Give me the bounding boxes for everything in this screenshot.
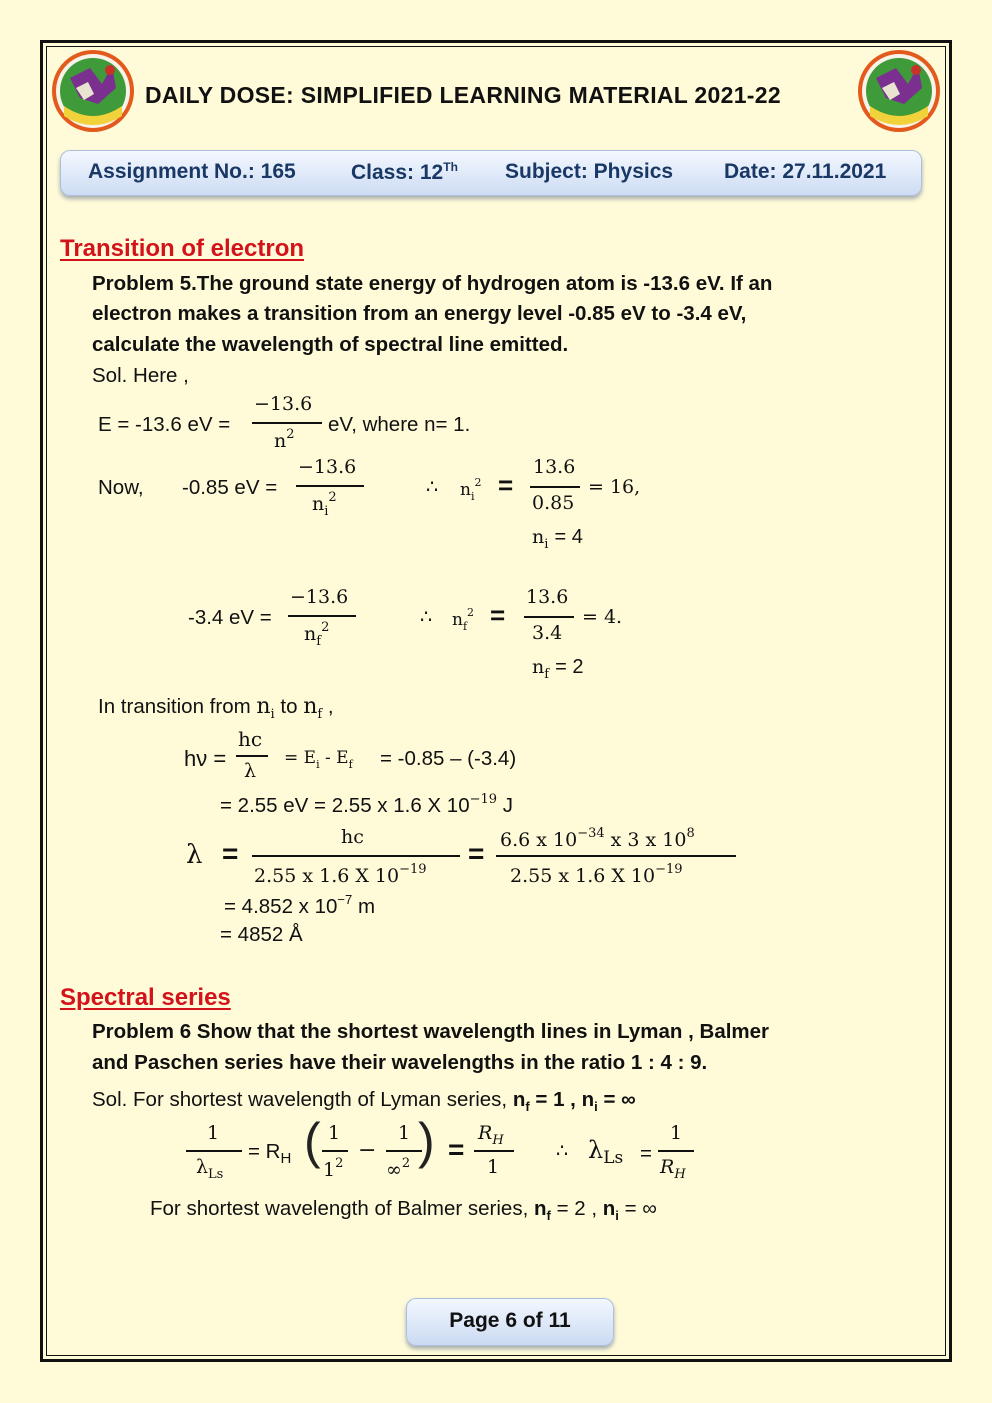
eq9-lambda-ls: $\lambda_{Ls}$ <box>588 1136 624 1168</box>
eq6-denominator2: 2.55 x 1.6 X $10^{-19}$ <box>510 862 683 887</box>
class-label: Class: 12Th <box>351 160 458 184</box>
section-heading-transition: Transition of electron <box>60 235 305 262</box>
eq2-therefore: ∴ <box>426 476 439 498</box>
eq4-lhs: hν = <box>184 746 227 771</box>
eq1-lhs: E = -13.6 eV = <box>98 413 231 436</box>
eq9-rh: = $R_H$ <box>248 1140 292 1167</box>
eq1-fraction-bar <box>252 422 322 424</box>
eq9-c-fraction-bar <box>474 1150 514 1152</box>
eq7-result: = 4.852 x $10^{-7}$ m <box>224 892 376 918</box>
eq3-var: $n_f^2$ <box>452 606 475 633</box>
eq4-energy-diff: = $E_i - E_f$ <box>284 748 353 771</box>
eq2-fraction-bar <box>296 485 364 487</box>
eq9-a-denominator: $1^2$ <box>323 1156 344 1181</box>
eq9-fraction-bar <box>186 1150 242 1152</box>
eq3-equals: = <box>490 600 506 630</box>
eq6-fraction-bar2 <box>496 855 736 857</box>
eq9-a-numerator: 1 <box>328 1122 341 1144</box>
eq2-equals: = <box>498 470 514 500</box>
page-number: Page 6 of 11 <box>449 1309 571 1332</box>
problem-5-line-3: calculate the wavelength of spectral line emitted. <box>92 333 569 356</box>
transition-statement: In transition from $n_i$ to $n_f$ , <box>98 694 334 722</box>
eq9-b-denominator: ∞$^2$ <box>386 1156 411 1181</box>
eq6-equals: = <box>222 838 239 869</box>
eq6-fraction-bar1 <box>252 855 460 857</box>
problem-6-line-2: and Paschen series have their wavelengths in the ratio 1 : 4 : 9. <box>92 1051 708 1074</box>
eq4-denominator: λ <box>244 760 257 782</box>
eq3-numerator2: 13.6 <box>526 586 569 608</box>
eq9-numerator: 1 <box>207 1122 220 1144</box>
date-label: Date: 27.11.2021 <box>724 160 887 183</box>
eq6-numerator1: hc <box>341 826 364 848</box>
eq1-numerator: −13.6 <box>254 393 313 415</box>
assignment-number: Assignment No.: 165 <box>88 160 296 183</box>
eq6-equals2: = <box>468 838 485 869</box>
eq9-c-numerator: $R_H$ <box>478 1122 504 1148</box>
eq3-final: $n_f = 2$ <box>532 656 584 682</box>
eq2-numerator2: 13.6 <box>533 456 576 478</box>
eq2-result: = 16, <box>588 476 641 498</box>
eq8-result: = 4852 Å <box>220 923 303 946</box>
eq3-lhs: -3.4 eV = <box>188 606 272 629</box>
eq9-a-fraction-bar <box>322 1150 348 1152</box>
eq6-numerator2: 6.6 x $10^{-34}$ x 3 x $10^8$ <box>500 826 695 851</box>
eq5-energy: = 2.55 eV = 2.55 x 1.6 X $10^{-19}$ J <box>220 792 513 817</box>
eq3-fraction-bar <box>288 615 356 617</box>
problem-5-line-2: electron makes a transition from an energy level -0.85 eV to -3.4 eV, <box>92 302 747 325</box>
solution-intro: Sol. Here , <box>92 364 189 387</box>
lyman-solution-text: Sol. For shortest wavelength of Lyman series, $n_f = 1$ , $n_i$ = ∞ <box>92 1088 636 1114</box>
eq2-numerator: −13.6 <box>298 456 357 478</box>
eq1-rhs: eV, where n= 1. <box>328 413 471 436</box>
eq9-equals3: = <box>640 1142 652 1165</box>
eq6-denominator1: 2.55 x 1.6 X $10^{-19}$ <box>254 862 427 887</box>
eq9-d-fraction-bar <box>658 1150 694 1152</box>
eq9-d-numerator: 1 <box>670 1122 683 1144</box>
eq2-denominator2: 0.85 <box>532 492 575 514</box>
eq2-var: $n_i^2$ <box>460 476 482 503</box>
institution-logo-left <box>50 48 136 134</box>
header-title: DAILY DOSE: SIMPLIFIED LEARNING MATERIAL 2021-22 <box>145 82 781 108</box>
eq4-numerator: hc <box>238 727 263 751</box>
eq1-denominator: $n^2$ <box>274 427 295 452</box>
eq3-denominator2: 3.4 <box>532 622 563 644</box>
problem-6-line-1: Problem 6 Show that the shortest wavelength lines in Lyman , Balmer <box>92 1020 770 1043</box>
eq9-paren-close: ) <box>418 1113 435 1169</box>
eq9-denominator: $\lambda_{Ls}$ <box>196 1156 224 1182</box>
eq3-result: = 4. <box>582 606 623 628</box>
eq9-therefore: ∴ <box>556 1140 569 1162</box>
institution-logo-right <box>856 48 942 134</box>
eq4-fraction-bar <box>236 755 268 757</box>
eq9-paren-open: ( <box>304 1113 321 1169</box>
eq2-denominator: $n_i^2$ <box>312 490 337 519</box>
eq2-lhs: -0.85 eV = <box>182 476 278 499</box>
eq3-fraction-bar2 <box>524 616 574 618</box>
balmer-solution-text: For shortest wavelength of Balmer series, $n_f = 2$ , $n_i$ = ∞ <box>150 1197 657 1223</box>
eq3-numerator: −13.6 <box>290 586 349 608</box>
eq9-c-denominator: 1 <box>487 1156 500 1178</box>
problem-5-line-1: Problem 5.The ground state energy of hydrogen atom is -13.6 eV. If an <box>92 272 773 295</box>
eq3-denominator: $n_f^2$ <box>304 620 330 649</box>
eq9-d-denominator: $R_H$ <box>660 1156 686 1182</box>
eq9-minus: − <box>358 1138 377 1163</box>
section-heading-spectral-series: Spectral series <box>60 984 231 1011</box>
subject-label: Subject: Physics <box>505 160 674 183</box>
eq9-b-numerator: 1 <box>398 1122 411 1144</box>
eq4-rhs: = -0.85 – (-3.4) <box>380 747 517 770</box>
eq6-lambda: λ <box>186 840 203 870</box>
eq9-b-fraction-bar <box>386 1150 422 1152</box>
eq2-now: Now, <box>98 476 144 499</box>
eq2-final: $n_i = 4$ <box>532 526 583 552</box>
eq2-fraction-bar2 <box>530 486 580 488</box>
eq9-equals: = <box>448 1134 465 1165</box>
eq3-therefore: ∴ <box>420 606 433 628</box>
